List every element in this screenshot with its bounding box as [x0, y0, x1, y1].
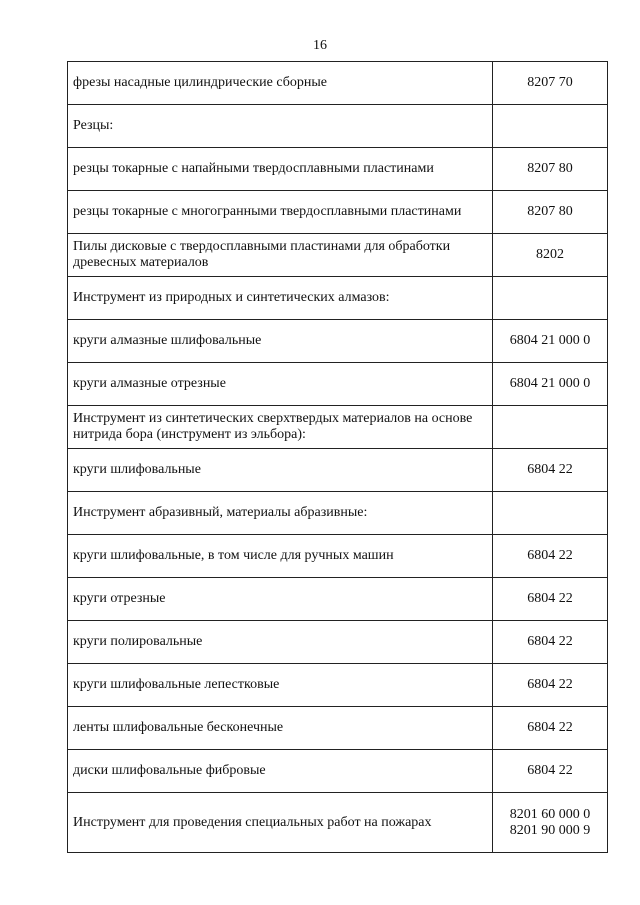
item-name: круги шлифовальные лепестковые: [68, 664, 493, 707]
item-code: [493, 406, 608, 449]
item-name: круги алмазные отрезные: [68, 363, 493, 406]
item-code: 8207 70: [493, 62, 608, 105]
item-code: 8202: [493, 234, 608, 277]
table-row: [68, 750, 608, 793]
item-name: резцы токарные с многогранными твердосплавными пластинами: [68, 191, 493, 234]
item-name: фрезы насадные цилиндрические сборные: [68, 62, 493, 105]
goods-code-table: [67, 61, 608, 853]
item-name: резцы токарные с напайными твердосплавными пластинами: [68, 148, 493, 191]
item-code-secondary: 8201 90 000 9: [509, 822, 591, 838]
item-name: диски шлифовальные фибровые: [68, 750, 493, 793]
table-row: [68, 62, 608, 105]
item-code: 6804 22: [493, 664, 608, 707]
item-code: 6804 22: [493, 578, 608, 621]
item-code: 6804 22: [493, 449, 608, 492]
table-row: [68, 664, 608, 707]
item-code: [493, 277, 608, 320]
item-code: 6804 21 000 0: [493, 363, 608, 406]
item-name: круги алмазные шлифовальные: [68, 320, 493, 363]
table-row: [68, 148, 608, 191]
item-name: Инструмент для проведения специальных работ на пожарах: [68, 793, 493, 853]
table-row: [68, 320, 608, 363]
item-code: 6804 22: [493, 621, 608, 664]
table-row: [68, 707, 608, 750]
item-code: [493, 492, 608, 535]
table-row: [68, 578, 608, 621]
item-name: круги полировальные: [68, 621, 493, 664]
section-heading: Резцы:: [68, 105, 493, 148]
item-code: 6804 22: [493, 707, 608, 750]
section-heading: Инструмент из синтетических сверхтвердых материалов на основе нитрида бора (инструмент из эльбора):: [68, 406, 493, 449]
item-code: 8207 80: [493, 191, 608, 234]
table-row: [68, 277, 608, 320]
table-row: [68, 492, 608, 535]
table-row: [68, 234, 608, 277]
table-row: [68, 406, 608, 449]
table-row: [68, 621, 608, 664]
item-name: круги шлифовальные, в том числе для ручных машин: [68, 535, 493, 578]
page-number: 16: [313, 38, 327, 53]
item-name: круги шлифовальные: [68, 449, 493, 492]
section-heading: Инструмент из природных и синтетических алмазов:: [68, 277, 493, 320]
item-code: 6804 21 000 0: [493, 320, 608, 363]
table-row: [68, 363, 608, 406]
item-code: 8201 60 000 0: [509, 806, 591, 822]
table-row: [68, 449, 608, 492]
table-row: [68, 535, 608, 578]
item-name: круги отрезные: [68, 578, 493, 621]
table-row: [68, 793, 608, 853]
item-name: ленты шлифовальные бесконечные: [68, 707, 493, 750]
item-code-cell: [493, 793, 608, 853]
table-row: [68, 105, 608, 148]
item-code: 8207 80: [493, 148, 608, 191]
table-row: [68, 191, 608, 234]
item-name: Пилы дисковые с твердосплавными пластинами для обработки древесных материалов: [68, 234, 493, 277]
section-heading: Инструмент абразивный, материалы абразивные:: [68, 492, 493, 535]
item-code: 6804 22: [493, 750, 608, 793]
item-code: [493, 105, 608, 148]
item-code: 6804 22: [493, 535, 608, 578]
